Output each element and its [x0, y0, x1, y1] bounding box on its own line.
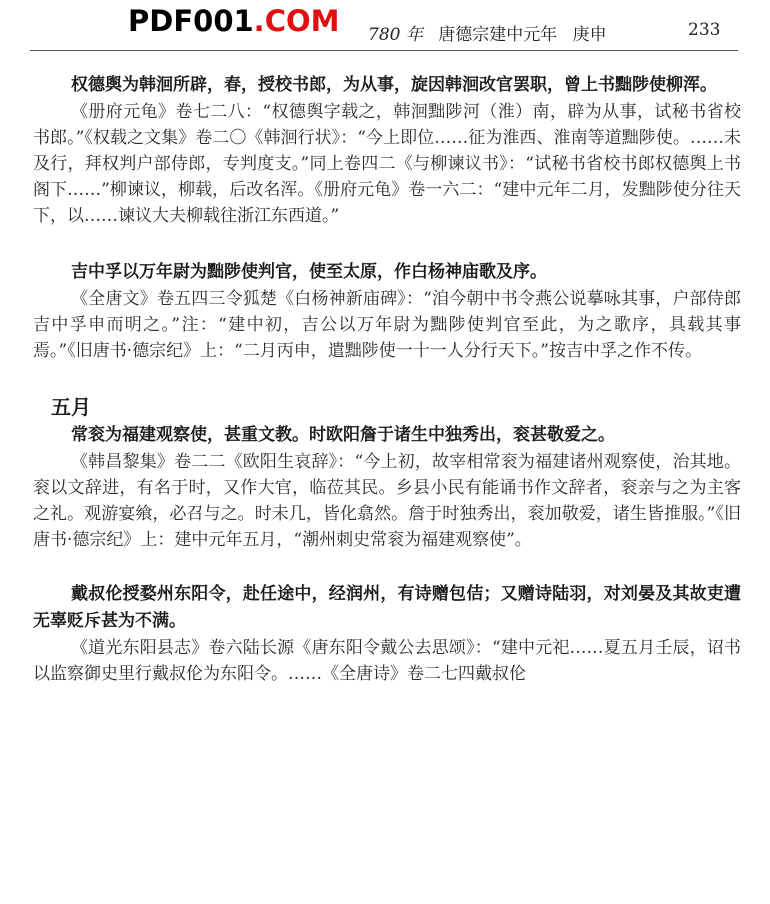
entry-dai-shulun	[33, 581, 741, 687]
entry-body: 《韩昌黎集》卷二二《欧阳生哀辞》：“今上初，故宰相常衮为福建诸州观察使，治其地。衮以文辞进，有名于时，又作大官，临莅其民。乡县小民有能诵书作文辞者，衮亲与之为主客之礼。观游宴飨，必召与之。时未几，皆化翕然。詹于时独秀出，衮加敬爱，诸生皆推服。”《旧唐书·德宗纪》上：建中元年五月，“潮州刺史常衮为福建观察使”。	[33, 452, 741, 550]
running-head	[368, 20, 617, 45]
entry-quan-deyu	[33, 72, 741, 229]
entry-headline: 权德舆为韩洄所辟，春，授校书郎，为从事，旋因韩洄改官罢职，曾上书黜陟使柳浑。	[71, 75, 717, 95]
page-body	[33, 72, 741, 715]
entry-body: 《全唐文》卷五四三令狐楚《白杨神新庙碑》：“洎今朝中书令燕公说摹咏其事，户部侍郎吉中孚申而明之。”注：“建中初，吉公以万年尉为黜陟使判官至此，为之歌序，具载其事焉。”《旧唐书·德宗纪》上：“二月丙申，遣黜陟使一十一人分行天下。”按吉中孚之作不传。	[33, 289, 741, 361]
watermark-logo	[128, 4, 339, 38]
running-head-era: 唐德宗建中元年	[438, 25, 558, 45]
page-header	[0, 0, 770, 50]
running-head-ganzhi: 庚申	[572, 25, 607, 45]
watermark-black-text: PDF001	[128, 4, 254, 38]
entry-ji-zhongfu	[33, 259, 741, 364]
running-head-year: 780 年	[368, 25, 423, 45]
entry-headline: 戴叔伦授婺州东阳令，赴任途中，经润州，有诗赠包佶；又赠诗陆羽，对刘晏及其故吏遭无辜贬斥甚为不满。	[33, 584, 741, 631]
page-number: 233	[688, 20, 721, 40]
entry-headline: 常衮为福建观察使，甚重文教。时欧阳詹于诸生中独秀出，衮甚敬爱之。	[71, 425, 615, 445]
watermark-red-text: .COM	[253, 4, 340, 38]
entry-body: 《册府元龟》卷七二八：“权德舆字载之，韩洄黜陟河（淮）南，辟为从事，试秘书省校书郎。”《权载之文集》卷二〇《韩洄行状》：“今上即位……征为淮西、淮南等道黜陟使。……未及行，拜权判户部侍郎，专判度支。”同上卷四二《与柳谏议书》：“试秘书省校书郎权德舆上书阁下……”柳谏议，柳载，后改名浑。《册府元龟》卷一六二：“建中元年二月，发黜陟使分往天下，以……谏议大夫柳载往浙江东西道。”	[33, 102, 741, 226]
header-rule	[30, 50, 738, 51]
entry-chang-gun	[33, 422, 741, 553]
entry-headline: 吉中孚以万年尉为黜陟使判官，使至太原，作白杨神庙歌及序。	[71, 262, 547, 282]
entry-body: 《道光东阳县志》卷六陆长源《唐东阳令戴公去思颂》：“建中元祀……夏五月壬辰，诏书以监察御史里行戴叔伦为东阳令。……《全唐诗》卷二七四戴叔伦	[33, 638, 741, 684]
month-heading: 五月	[51, 395, 91, 419]
